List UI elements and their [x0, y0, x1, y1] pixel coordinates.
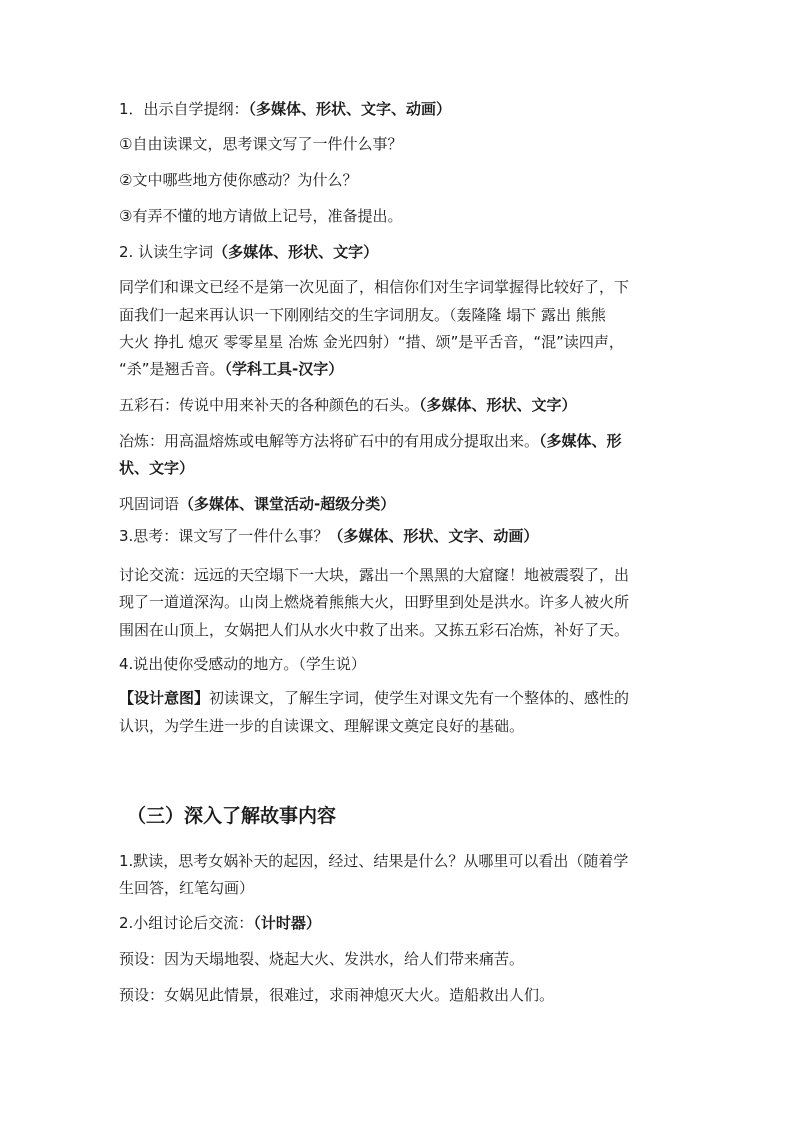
touching-parts: 4.说出使你受感动的地方。（学生说） — [119, 655, 366, 673]
outline-heading: 1．出示自学提纲：（多媒体、形状、文字、动画） — [119, 100, 452, 118]
vocab-heading: 2. 认读生字词（多媒体、形状、文字） — [119, 243, 379, 261]
discussion-line-1: 讨论交流：远远的天空塌下一大块，露出一个黑黑的大窟窿！地被震裂了，出 — [119, 566, 630, 584]
design-intent-line-1: 【设计意图】初读课文，了解生字词，使学生对课文先有一个整体的、感性的 — [119, 689, 630, 707]
reading-task-line-2: 生回答，红笔勾画） — [119, 879, 255, 897]
definition-yelian-line-1: 冶炼：用高温熔炼或电解等方法将矿石中的有用成分提取出来。（多媒体、形 — [119, 432, 622, 450]
section-title: （三）深入了解故事内容 — [127, 805, 337, 827]
think-question: 3.思考：课文写了一件什么事？（多媒体、形状、文字、动画） — [119, 527, 539, 545]
consolidate-words: 巩固词语（多媒体、课堂活动-超级分类） — [119, 495, 396, 513]
definition-wucaishi: 五彩石：传说中用来补天的各种颜色的石头。（多媒体、形状、文字） — [119, 396, 577, 414]
vocab-paragraph-line-3: 大火 挣扎 熄灭 零零星星 冶炼 金光四射）“措、颂”是平舌音，“混”读四声， — [119, 333, 624, 351]
group-discussion: 2.小组讨论后交流：（计时器） — [119, 914, 321, 932]
discussion-line-3: 围困在山顶上，女娲把人们从水火中救了出来。又拣五彩石冶炼，补好了天。 — [119, 621, 630, 639]
vocab-paragraph-line-1: 同学们和课文已经不是第一次见面了，相信你们对生字词掌握得比较好了，下 — [119, 278, 630, 296]
outline-item-3: ③有弄不懂的地方请做上记号，准备提出。 — [119, 207, 403, 225]
reading-task-line-1: 1.默读，思考女娲补天的起因，经过、结果是什么？从哪里可以看出（随着学 — [119, 852, 629, 870]
outline-item-1: ①自由读课文，思考课文写了一件什么事？ — [119, 135, 403, 153]
discussion-line-2: 现了一道道深沟。山岗上燃烧着熊熊大火，田野里到处是洪水。许多人被火所 — [119, 593, 630, 611]
definition-yelian-line-2: 状、文字） — [119, 459, 195, 477]
preset-answer-1: 预设：因为天塌地裂、烧起大火、发洪水，给人们带来痛苦。 — [119, 950, 525, 968]
vocab-paragraph-line-2: 面我们一起来再认识一下刚刚结交的生字词朋友。（轰隆隆 塌下 露出 熊熊 — [119, 306, 606, 324]
vocab-paragraph-line-4: “杀”是翘舌音。（学科工具-汉字） — [119, 360, 344, 378]
design-intent-line-2: 认识，为学生进一步的自读课文、理解课文奠定良好的基础。 — [119, 717, 525, 735]
preset-answer-2: 预设：女娲见此情景，很难过，求雨神熄灭大火。造船救出人们。 — [119, 986, 555, 1004]
outline-item-2: ②文中哪些地方使你感动？为什么？ — [119, 171, 358, 189]
